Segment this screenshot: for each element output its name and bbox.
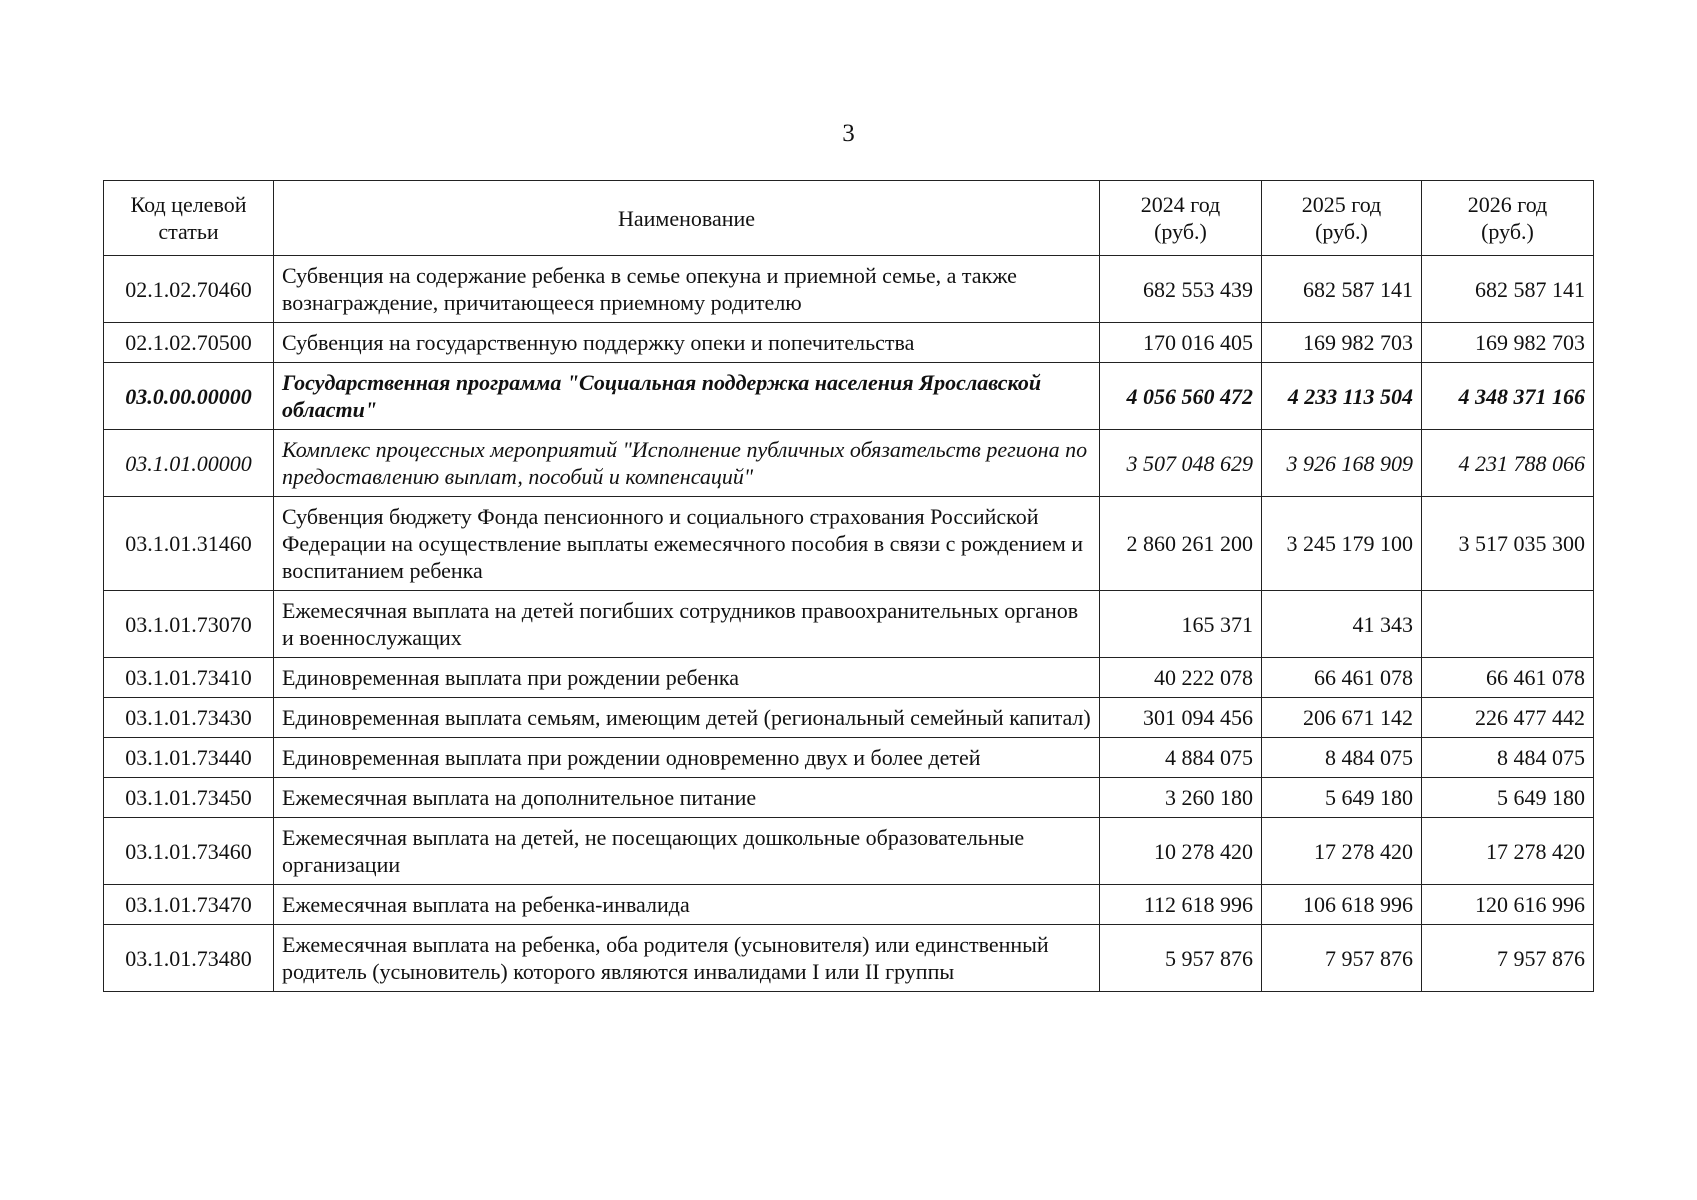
row-2024: 10 278 420 (1100, 818, 1262, 885)
row-2024: 4 884 075 (1100, 738, 1262, 778)
row-code: 03.1.01.73440 (104, 738, 274, 778)
row-2026: 682 587 141 (1422, 256, 1594, 323)
table-row (104, 818, 1594, 885)
row-2026: 5 649 180 (1422, 778, 1594, 818)
row-name: Единовременная выплата при рождении одновременно двух и более детей (274, 738, 1100, 778)
table-row (104, 778, 1594, 818)
row-name: Ежемесячная выплата на детей, не посещающих дошкольные образовательные организации (274, 818, 1100, 885)
row-name: Ежемесячная выплата на детей погибших сотрудников правоохранительных органов и военнослужащих (274, 591, 1100, 658)
row-2025: 5 649 180 (1262, 778, 1422, 818)
row-code: 03.1.01.73410 (104, 658, 274, 698)
row-name: Единовременная выплата при рождении ребенка (274, 658, 1100, 698)
row-2025: 66 461 078 (1262, 658, 1422, 698)
row-2025: 4 233 113 504 (1262, 363, 1422, 430)
table-row (104, 658, 1594, 698)
row-2024: 40 222 078 (1100, 658, 1262, 698)
row-code: 02.1.02.70500 (104, 323, 274, 363)
row-name: Ежемесячная выплата на ребенка, оба родителя (усыновителя) или единственный родитель (усыновитель) которого являются инвалидами I или II группы (274, 925, 1100, 992)
budget-table (103, 180, 1594, 992)
table-row (104, 738, 1594, 778)
row-code: 03.1.01.73470 (104, 885, 274, 925)
row-2026: 66 461 078 (1422, 658, 1594, 698)
table-row (104, 497, 1594, 591)
row-2024: 165 371 (1100, 591, 1262, 658)
row-2026: 169 982 703 (1422, 323, 1594, 363)
row-2024: 682 553 439 (1100, 256, 1262, 323)
row-2026: 3 517 035 300 (1422, 497, 1594, 591)
row-2025: 106 618 996 (1262, 885, 1422, 925)
table-header-row (104, 181, 1594, 256)
row-name: Комплекс процессных мероприятий "Исполнение публичных обязательств региона по предоставлению выплат, пособий и компенсаций" (274, 430, 1100, 497)
row-2026: 17 278 420 (1422, 818, 1594, 885)
table-row (104, 323, 1594, 363)
row-2026 (1422, 591, 1594, 658)
header-code: Код целевой статьи (104, 181, 274, 256)
row-code: 03.1.01.73070 (104, 591, 274, 658)
row-2024: 170 016 405 (1100, 323, 1262, 363)
table-row (104, 256, 1594, 323)
row-2026: 7 957 876 (1422, 925, 1594, 992)
row-2024: 5 957 876 (1100, 925, 1262, 992)
page-number: 3 (842, 120, 855, 147)
row-2026: 4 231 788 066 (1422, 430, 1594, 497)
row-name: Ежемесячная выплата на ребенка-инвалида (274, 885, 1100, 925)
row-2025: 682 587 141 (1262, 256, 1422, 323)
row-code: 03.1.01.31460 (104, 497, 274, 591)
row-2025: 3 926 168 909 (1262, 430, 1422, 497)
row-name: Ежемесячная выплата на дополнительное питание (274, 778, 1100, 818)
row-2024: 4 056 560 472 (1100, 363, 1262, 430)
row-2026: 8 484 075 (1422, 738, 1594, 778)
table-row (104, 698, 1594, 738)
row-2024: 112 618 996 (1100, 885, 1262, 925)
row-code: 03.1.01.73460 (104, 818, 274, 885)
header-2024: 2024 год (руб.) (1100, 181, 1262, 256)
row-2026: 226 477 442 (1422, 698, 1594, 738)
table-row-program (104, 363, 1594, 430)
row-2025: 3 245 179 100 (1262, 497, 1422, 591)
row-code: 03.1.01.73450 (104, 778, 274, 818)
table-row (104, 925, 1594, 992)
row-name: Единовременная выплата семьям, имеющим детей (региональный семейный капитал) (274, 698, 1100, 738)
row-2025: 41 343 (1262, 591, 1422, 658)
row-2025: 8 484 075 (1262, 738, 1422, 778)
row-2024: 2 860 261 200 (1100, 497, 1262, 591)
row-name: Государственная программа "Социальная поддержка населения Ярославской области" (274, 363, 1100, 430)
row-2025: 17 278 420 (1262, 818, 1422, 885)
row-2024: 3 507 048 629 (1100, 430, 1262, 497)
row-code: 02.1.02.70460 (104, 256, 274, 323)
row-2025: 169 982 703 (1262, 323, 1422, 363)
row-2024: 3 260 180 (1100, 778, 1262, 818)
row-2026: 120 616 996 (1422, 885, 1594, 925)
header-name: Наименование (274, 181, 1100, 256)
row-code: 03.1.01.00000 (104, 430, 274, 497)
header-2026: 2026 год (руб.) (1422, 181, 1594, 256)
header-2025: 2025 год (руб.) (1262, 181, 1422, 256)
row-name: Субвенция на содержание ребенка в семье опекуна и приемной семье, а также вознаграждение, причитающееся приемному родителю (274, 256, 1100, 323)
row-name: Субвенция бюджету Фонда пенсионного и социального страхования Российской Федерации на осуществление выплаты ежемесячного пособия в связи с рождением и воспитанием ребенка (274, 497, 1100, 591)
table-row (104, 591, 1594, 658)
row-code: 03.1.01.73430 (104, 698, 274, 738)
row-2025: 206 671 142 (1262, 698, 1422, 738)
row-code: 03.0.00.00000 (104, 363, 274, 430)
row-name: Субвенция на государственную поддержку опеки и попечительства (274, 323, 1100, 363)
row-code: 03.1.01.73480 (104, 925, 274, 992)
row-2025: 7 957 876 (1262, 925, 1422, 992)
table-row-complex (104, 430, 1594, 497)
table-row (104, 885, 1594, 925)
row-2026: 4 348 371 166 (1422, 363, 1594, 430)
row-2024: 301 094 456 (1100, 698, 1262, 738)
